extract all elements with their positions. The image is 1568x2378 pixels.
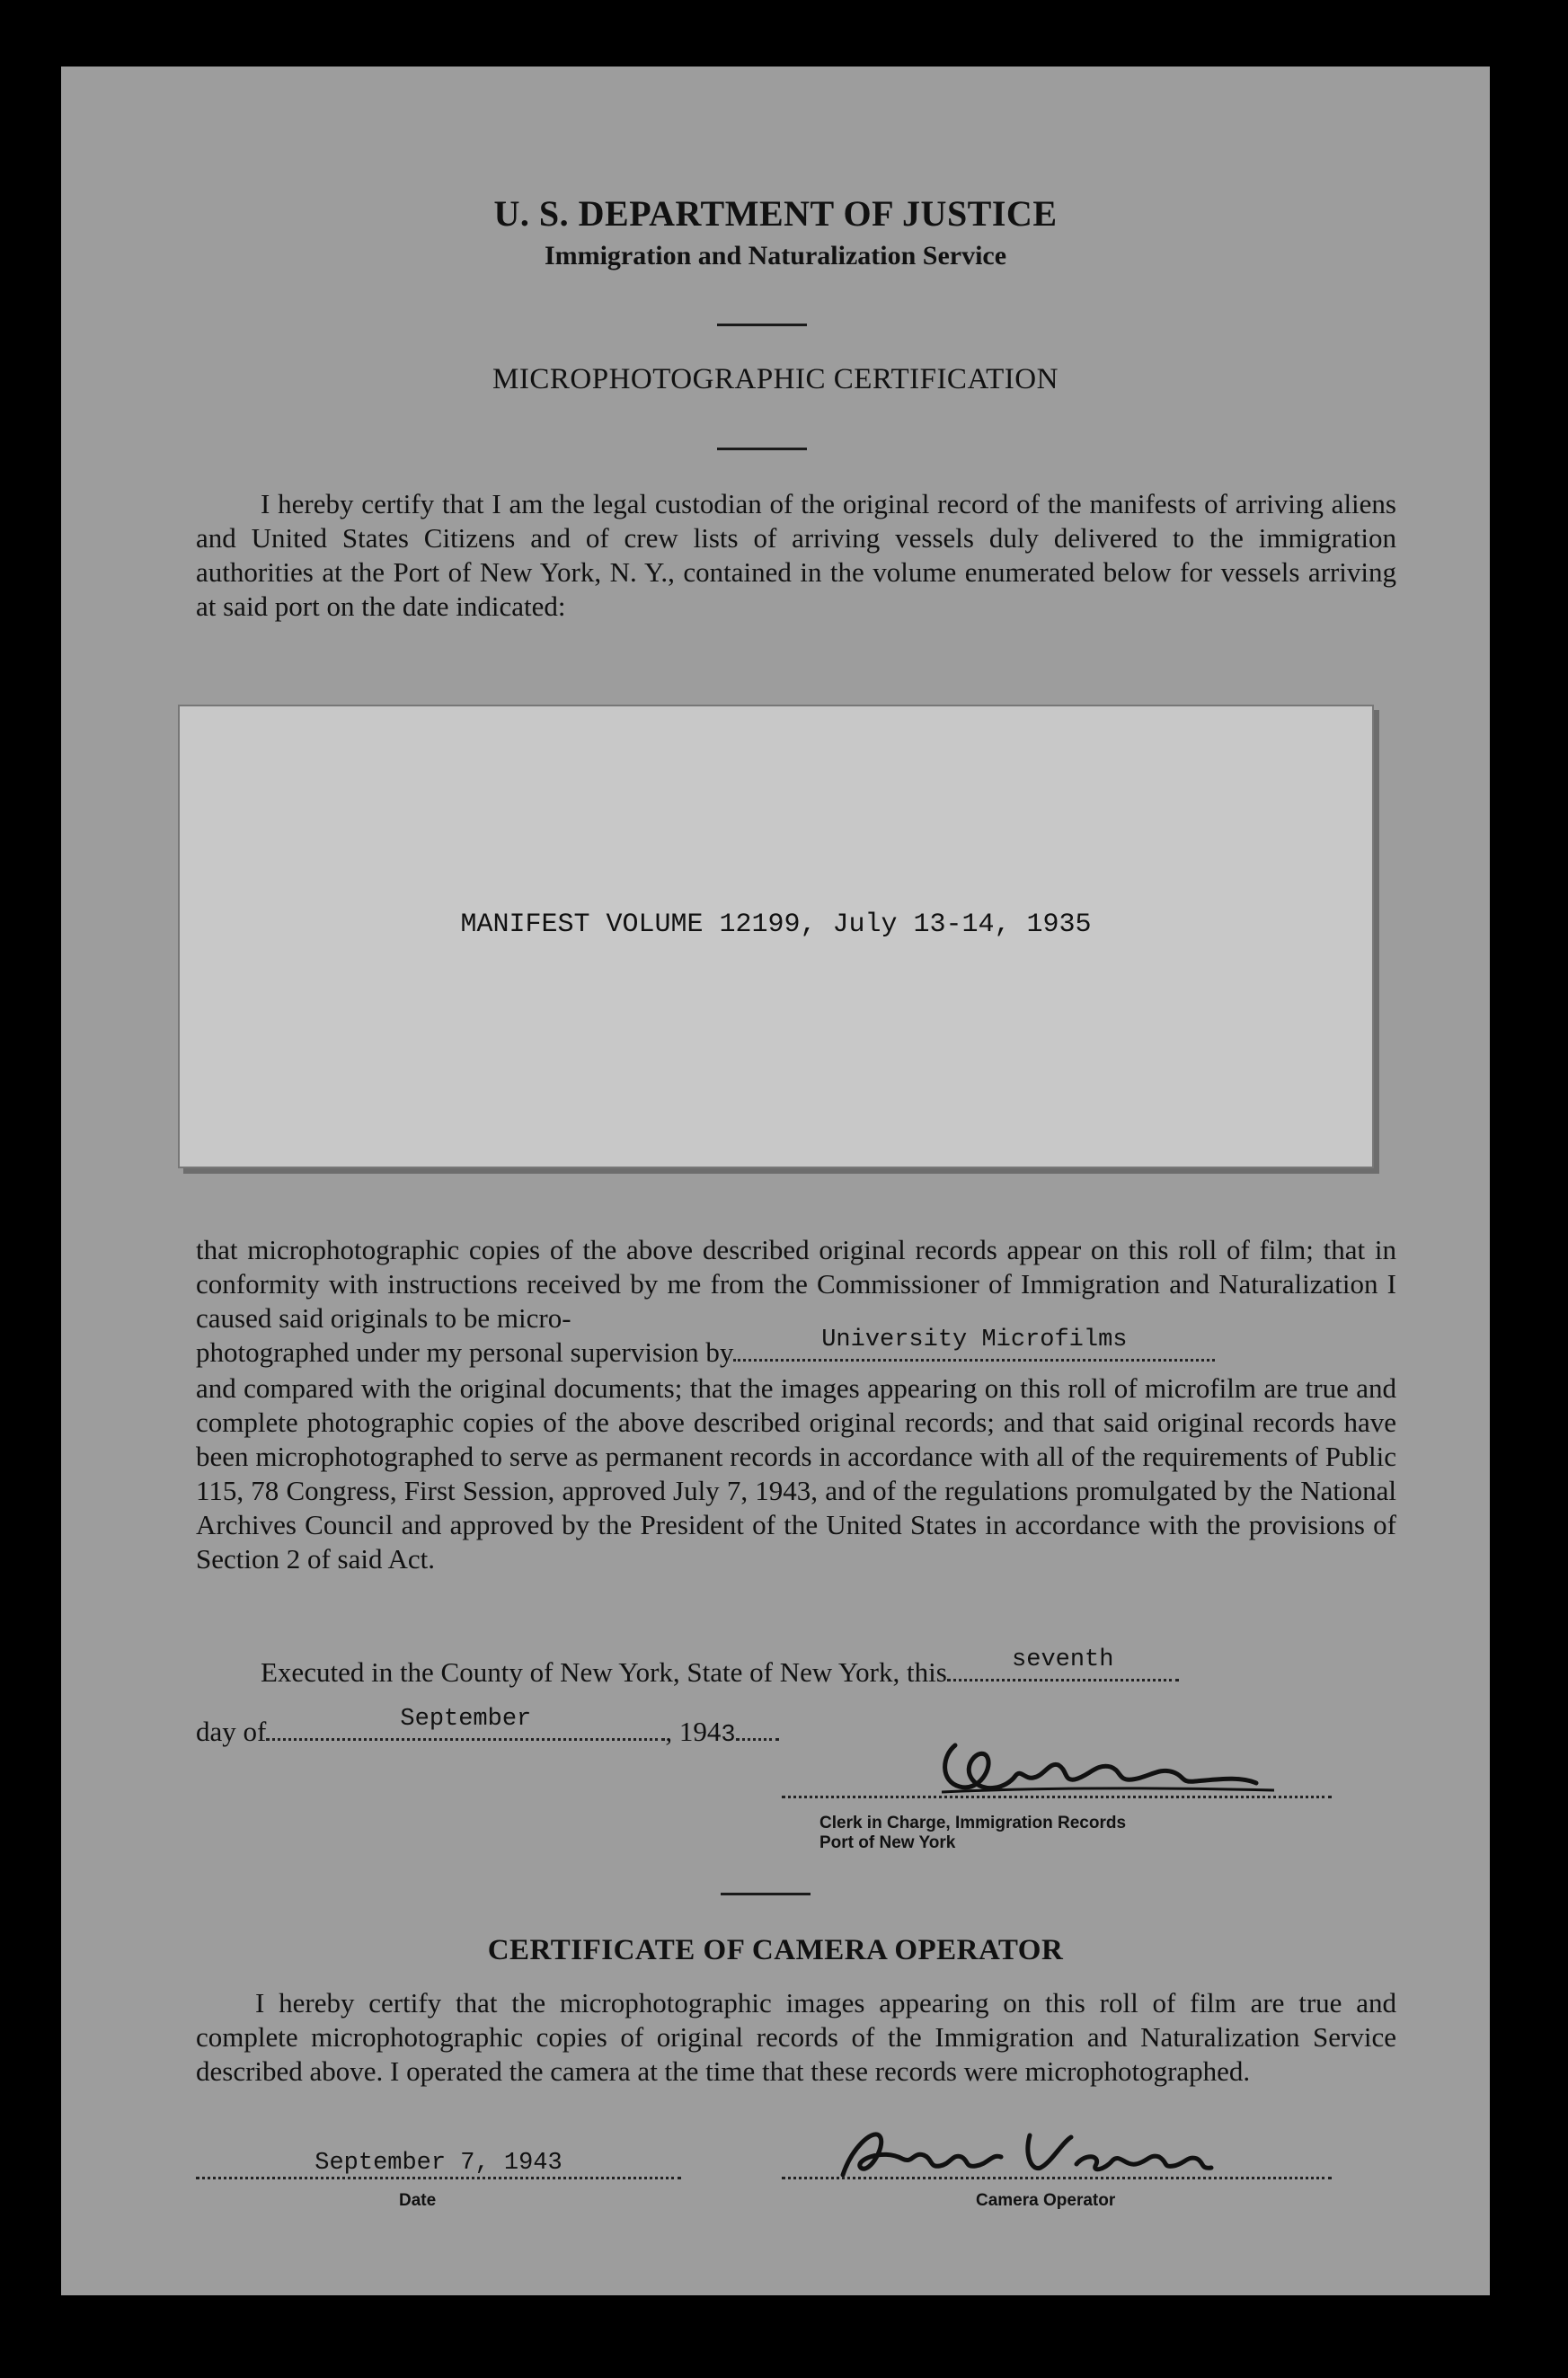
date-value: September 7, 1943 [314,2150,563,2177]
intro-paragraph: I hereby certify that I am the legal custodian of the original record of the manifests of arriving aliens and United States Citizens and of crew lists of arriving vessels duly delivered to the immigration authorities at the Port of New York, N. Y., contained in the volume enumerated below for vessels arriving at said port on the date indicated: [196,488,1396,622]
year-prefix: , 194 [665,1716,722,1747]
photographed-by-line [196,1327,1396,1370]
year-dots [736,1717,779,1741]
certificate-sheet [61,67,1490,2295]
month-field [266,1706,665,1741]
photographed-by-label: photographed under my personal supervision by [196,1336,734,1368]
photographed-by-field [733,1327,1215,1362]
divider-rule [717,324,807,326]
clerk-signature-line [782,1796,1332,1798]
operator-signature [816,2112,1238,2193]
clerk-caption [819,1814,1126,1853]
executed-line [261,1646,1396,1690]
day-value: seventh [1012,1646,1114,1673]
day-of-label: day of [196,1716,267,1747]
photographed-by-value: University Microfilms [821,1327,1128,1353]
divider-rule [717,448,807,450]
executed-label: Executed in the County of New York, State of New York, this [261,1656,947,1688]
service-subtitle: Immigration and Naturalization Service [544,241,1007,271]
day-of-line [196,1706,779,1752]
operator-caption: Camera Operator [976,2191,1116,2210]
date-line [196,2177,681,2179]
clerk-caption-line2: Port of New York [819,1833,956,1852]
volume-box [178,705,1374,1168]
certification-heading: MICROPHOTOGRAPHIC CERTIFICATION [492,363,1059,395]
year-suffix: 3 [721,1722,736,1749]
department-title: U. S. DEPARTMENT OF JUSTICE [493,193,1058,234]
camera-certificate-text: I hereby certify that the microphotographic images appearing on this roll of film are true and complete microphotographic copies of original records of the Immigration and Naturalization Service described above. I operated the camera at the time that these records were microphotographed. [196,1987,1396,2087]
divider-rule [721,1893,811,1895]
date-caption: Date [399,2191,437,2210]
operator-signature-line [782,2177,1332,2179]
month-value: September [400,1706,532,1733]
day-field [947,1646,1179,1681]
clerk-caption-line1: Clerk in Charge, Immigration Records [819,1814,1127,1832]
body-paragraph-part1: that microphotographic copies of the above described original records appear on this roll of film; that in conformity with instructions received by me from the Commissioner of Immigration and Naturalization I caused said originals to be micro- [196,1234,1396,1334]
body-paragraph-part2: and compared with the original documents; that the images appearing on this roll of microfilm are true and complete photographic copies of the above described original records; and that said original records have been microphotographed to serve as permanent records in accordance with all of the requirements of Public 115, 78 Congress, First Session, approved July 7, 1943, and of the regulations promulgated by the National Archives Council and approved by the President of the United States in accordance with the provisions of Section 2 of said Act. [196,1372,1396,1575]
manifest-volume-text: MANIFEST VOLUME 12199, July 13-14, 1935 [460,909,1092,940]
camera-certificate-heading: CERTIFICATE OF CAMERA OPERATOR [487,1934,1064,1966]
